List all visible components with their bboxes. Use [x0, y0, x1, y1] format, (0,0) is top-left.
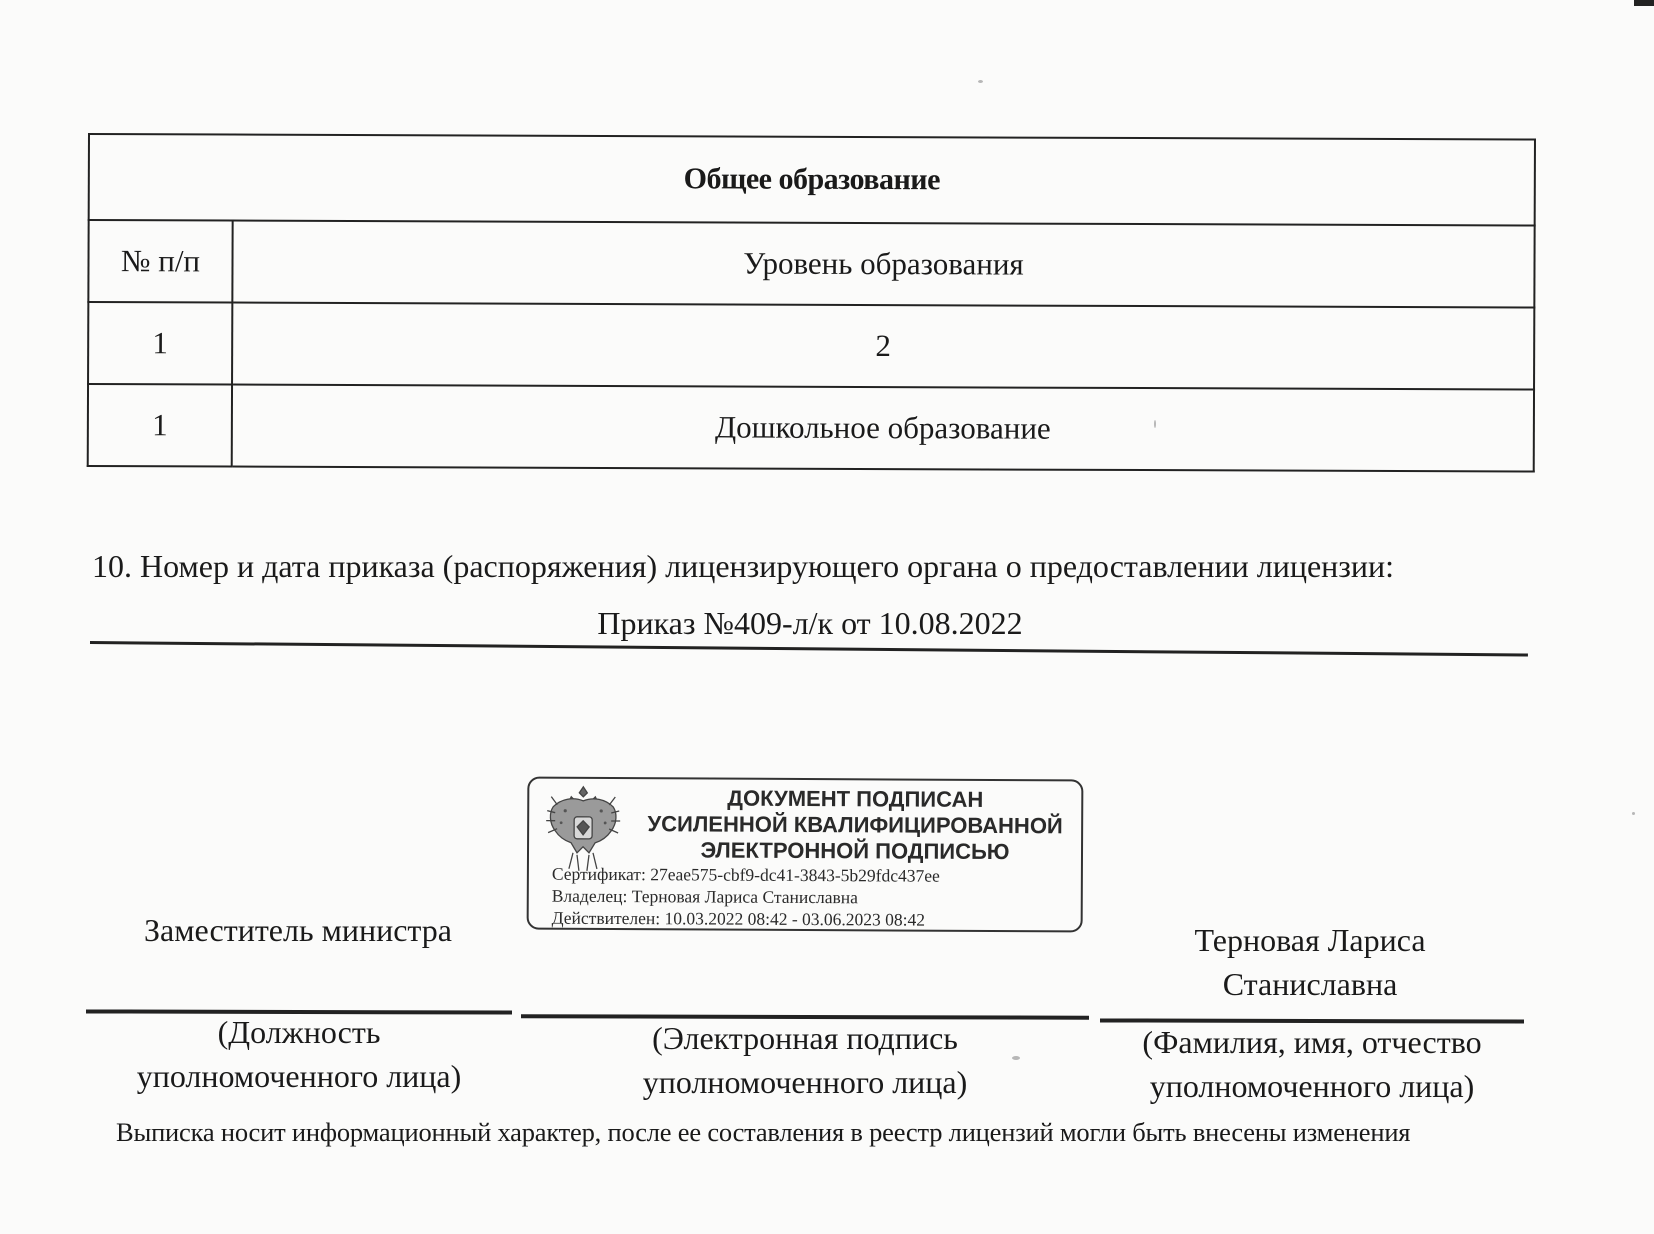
- row-value: Дошкольное образование: [232, 385, 1534, 472]
- caption-line: уполномоченного лица): [1149, 1068, 1475, 1104]
- scan-speck: [1154, 420, 1156, 428]
- stamp-title-line: УСИЛЕННОЙ КВАЛИФИЦИРОВАННОЙ: [647, 811, 1063, 839]
- official-name-line: Станиславна: [1222, 966, 1398, 1002]
- stamp-validity: Действителен: 10.03.2022 08:42 - 03.06.2023 08:42: [551, 907, 926, 930]
- caption-line: (Фамилия, имя, отчество: [1142, 1024, 1482, 1060]
- table-row: [88, 384, 1534, 472]
- education-table: [87, 133, 1536, 473]
- position-caption: [86, 1010, 512, 1098]
- coat-of-arms-icon: [543, 783, 623, 875]
- row-value: 2: [232, 303, 1534, 390]
- header-level: Уровень образования: [232, 221, 1534, 308]
- caption-line: уполномоченного лица): [136, 1058, 462, 1094]
- scan-speck: [978, 80, 983, 83]
- order-label: 10. Номер и дата приказа (распоряжения) лицензирующего органа о предоставлении лицензии:: [92, 548, 1395, 584]
- official-name-line: Терновая Лариса: [1194, 922, 1426, 958]
- stamp-title: [635, 785, 1075, 865]
- order-underline: [90, 641, 1528, 657]
- table-row: [88, 302, 1534, 390]
- table-title: Общее образование: [89, 134, 1535, 226]
- order-value: Приказ №409-л/к от 10.08.2022: [597, 605, 1023, 641]
- stamp-certificate: Сертификат: 27eae575-cbf9-dc41-3843-5b29fdc437ee: [551, 863, 940, 886]
- caption-line: (Должность: [217, 1014, 381, 1050]
- footer-note: Выписка носит информационный характер, после ее составления в реестр лицензий могли быть внесены изменения: [116, 1117, 1411, 1147]
- stamp-owner: Владелец: Терновая Лариса Станиславна: [551, 885, 859, 908]
- header-number: № п/п: [88, 220, 232, 303]
- scan-speck: [1012, 1056, 1020, 1060]
- row-number: 1: [88, 302, 232, 385]
- scan-edge-mark: [1634, 0, 1654, 6]
- caption-line: уполномоченного лица): [642, 1064, 968, 1100]
- electronic-signature-stamp: [527, 777, 1084, 933]
- row-number: 1: [88, 384, 232, 467]
- name-caption: [1100, 1020, 1524, 1108]
- official-name: [1100, 918, 1520, 1006]
- stamp-title-line: ДОКУМЕНТ ПОДПИСАН: [727, 785, 984, 812]
- stamp-title-line: ЭЛЕКТРОННОЙ ПОДПИСЬЮ: [700, 837, 1010, 865]
- esign-caption: [521, 1016, 1089, 1104]
- scan-speck: [1632, 812, 1635, 815]
- official-position: Заместитель министра: [144, 912, 452, 948]
- caption-line: (Электронная подпись: [652, 1020, 958, 1056]
- stamp-details: [552, 863, 940, 931]
